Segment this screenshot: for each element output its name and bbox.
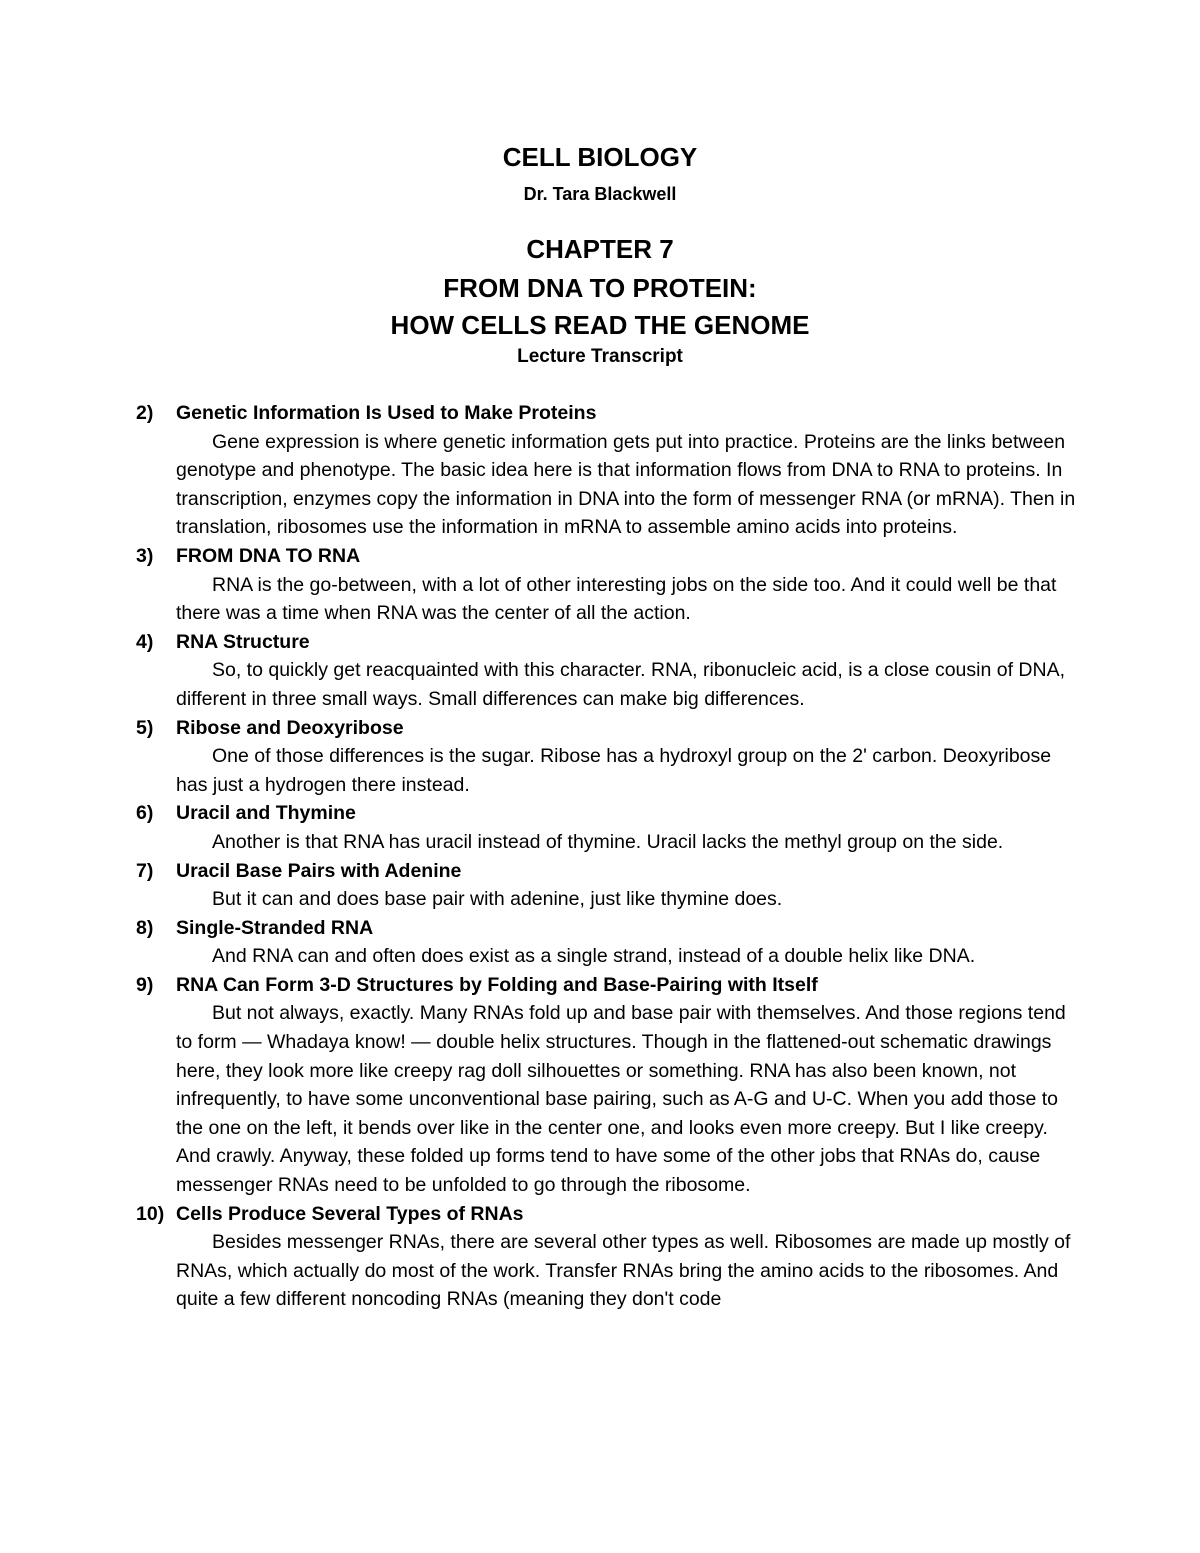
chapter-number: CHAPTER 7 (526, 234, 674, 264)
section-8 (136, 914, 1076, 971)
section-number: 7) (136, 859, 154, 882)
section-heading (136, 799, 1076, 828)
section-10 (136, 1200, 1076, 1314)
section-heading (136, 628, 1076, 657)
document-subtitle: Lecture Transcript (517, 346, 683, 367)
section-6 (136, 799, 1076, 856)
section-body: Another is that RNA has uracil instead of thymine. Uracil lacks the methyl group on the side. (212, 830, 1004, 853)
section-number: 5) (136, 716, 154, 739)
chapter-title-line-2: HOW CELLS READ THE GENOME (390, 310, 810, 340)
section-number: 9) (136, 973, 154, 996)
section-9 (136, 971, 1076, 1200)
section-number: 3) (136, 544, 154, 567)
section-title: RNA Can Form 3-D Structures by Folding and Base-Pairing with Itself (176, 973, 818, 996)
section-body: But not always, exactly. Many RNAs fold up and base pair with themselves. And those regions tend to form — Whadaya know! — double helix structures. Though in the flattened-out schematic drawings here, they look more like creepy rag doll silhouettes or something. RNA has also been known, not infrequently, to have some unconventional base pairing, such as A-G and U-C. When you add those to the one on the left, it bends over like in the center one, and looks even more creepy. But I like creepy. And crawly. Anyway, these folded up forms tend to have some of the other jobs that RNAs do, cause messenger RNAs need to be unfolded to go through the ribosome. (176, 1002, 1066, 1197)
instructor-name: Dr. Tara Blackwell (523, 184, 677, 204)
section-7 (136, 857, 1076, 914)
section-heading (136, 971, 1076, 1000)
section-title: Uracil and Thymine (176, 802, 356, 825)
section-number: 2) (136, 402, 154, 424)
transcript-sections (136, 399, 1076, 1314)
section-heading (136, 914, 1076, 943)
section-2 (136, 399, 1076, 542)
section-title: Ribose and Deoxyribose (176, 716, 404, 739)
section-body: Besides messenger RNAs, there are several other types as well. Ribosomes are made up mostly of RNAs, which actually do most of the work. Transfer RNAs bring the amino acids to the ribosomes. And quite a few different noncoding RNAs (meaning they don't code (176, 1231, 1071, 1311)
section-heading (136, 857, 1076, 886)
section-title: Genetic Information Is Used to Make Proteins (176, 402, 597, 424)
section-number: 8) (136, 916, 154, 939)
section-body: But it can and does base pair with adenine, just like thymine does. (212, 888, 783, 911)
section-body: Gene expression is where genetic information gets put into practice. Proteins are the links between genotype and phenotype. The basic idea here is that information flows from DNA to RNA to proteins. In transcription, enzymes copy the information in DNA into the form of messenger RNA (or mRNA). Then in translation, ribosomes use the information in mRNA to assemble amino acids into proteins. (176, 430, 1076, 539)
course-title: CELL BIOLOGY (502, 142, 698, 172)
section-4 (136, 628, 1076, 714)
section-title: Cells Produce Several Types of RNAs (176, 1202, 524, 1225)
section-heading (136, 542, 1076, 571)
section-title: RNA Structure (176, 630, 310, 653)
section-number: 10) (136, 1202, 165, 1225)
section-body: One of those differences is the sugar. Ribose has a hydroxyl group on the 2' carbon. Deoxyribose has just a hydrogen there instead. (176, 745, 1052, 796)
section-body: And RNA can and often does exist as a single strand, instead of a double helix like DNA. (212, 945, 976, 968)
chapter-title-line-1: FROM DNA TO PROTEIN: (443, 273, 757, 303)
section-number: 4) (136, 630, 154, 653)
section-number: 6) (136, 802, 154, 825)
section-body: RNA is the go-between, with a lot of other interesting jobs on the side too. And it could well be that there was a time when RNA was the center of all the action. (176, 573, 1057, 625)
section-heading (136, 399, 1076, 428)
section-title: Uracil Base Pairs with Adenine (176, 859, 462, 882)
section-heading (136, 1200, 1076, 1229)
section-3 (136, 542, 1076, 628)
section-5 (136, 714, 1076, 800)
section-body: So, to quickly get reacquainted with this character. RNA, ribonucleic acid, is a close cousin of DNA, different in three small ways. Small differences can make big differences. (176, 659, 1065, 710)
section-title: FROM DNA TO RNA (176, 544, 361, 567)
section-heading (136, 714, 1076, 743)
section-title: Single-Stranded RNA (176, 916, 374, 939)
